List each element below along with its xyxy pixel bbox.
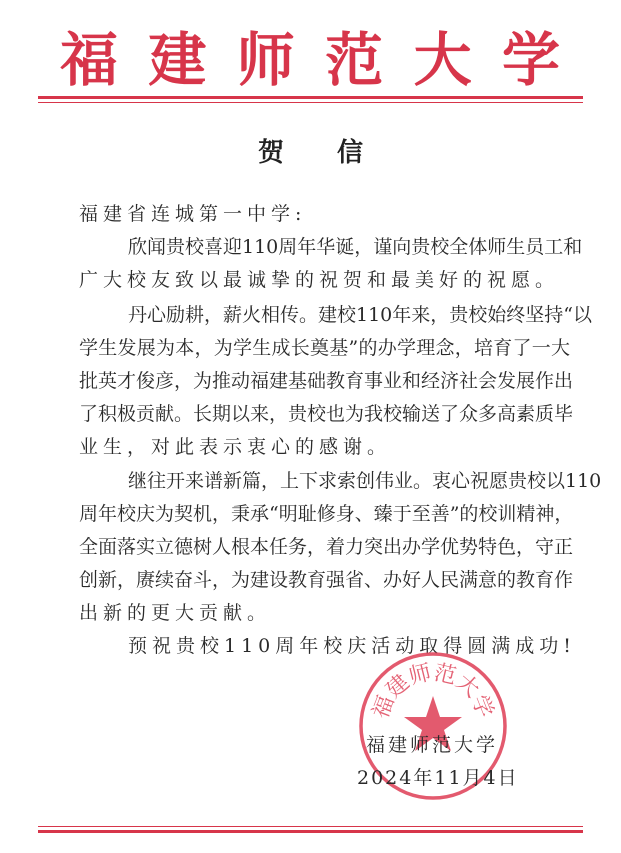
header-rule-thin	[38, 102, 583, 103]
signature: 福建师范大学	[366, 734, 499, 756]
body-line: 了积极贡献。长期以来，贵校也为我校输送了众多高素质毕	[79, 403, 574, 425]
letterhead-title	[60, 28, 560, 92]
seal-lettering: 福建师范大学	[368, 660, 498, 723]
body-line: 欣闻贵校喜迎110周年华诞，谨向贵校全体师生员工和	[128, 236, 583, 258]
footer-rule-thin	[38, 826, 583, 827]
letterhead-char: 福	[60, 26, 119, 94]
letterhead-char: 学	[501, 26, 560, 94]
body-line: 学生发展为本，为学生成长奠基”的办学理念，培育了一大	[79, 337, 570, 359]
body-line: 预祝贵校110周年校庆活动取得圆满成功!	[128, 635, 576, 657]
letterhead-char: 师	[236, 26, 295, 94]
body-line: 出新的更大贡献。	[79, 602, 272, 624]
salutation: 福建省连城第一中学:	[79, 203, 307, 225]
body-line: 丹心励耕，薪火相传。建校110年来，贵校始终坚持“以	[128, 304, 592, 326]
date: 2024年11月4日	[357, 767, 519, 789]
letterhead-char: 范	[325, 26, 384, 94]
body-line: 全面落实立德树人根本任务，着力突出办学优势特色，守正	[79, 536, 574, 558]
header-rule-thick	[38, 96, 583, 99]
body-line: 广大校友致以最诚挚的祝贺和最美好的祝愿。	[79, 269, 560, 291]
letterhead-char: 建	[148, 26, 207, 94]
letter-title: 贺 信	[257, 138, 386, 168]
body-line: 批英才俊彦，为推动福建基础教育事业和经济社会发展作出	[79, 370, 574, 392]
body-line: 业生，对此表示衷心的感谢。	[79, 436, 392, 458]
body-line: 周年校庆为契机，秉承“明耻修身、臻于至善”的校训精神，	[79, 503, 574, 525]
letterhead-char: 大	[413, 26, 472, 94]
body-line: 继往开来谱新篇，上下求索创伟业。衷心祝愿贵校以110	[128, 470, 602, 492]
body-line: 创新，赓续奋斗，为建设教育强省、办好人民满意的教育作	[79, 569, 574, 591]
footer-rule-thick	[38, 830, 583, 833]
